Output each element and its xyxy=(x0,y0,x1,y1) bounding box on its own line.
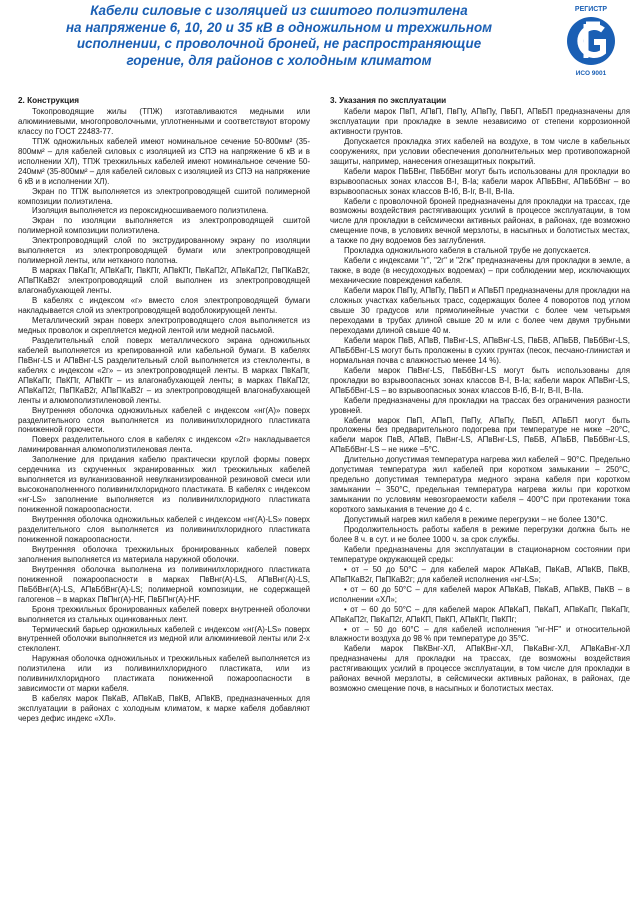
paragraph: Кабели марок ПвП, АПвП, ПвПу, АПвПу, ПвБП, АПвБП могут быть проложены без предварительного подогрева при температуре не ниже –20°С, кабели марок ПвВ, АПвВ, ПвВнг-LS, АПвВнг-LS, ПвБВ, АПвБВ, ПвБбВнг-LS, АПвБбВнг-LS – не ниже –5°С. xyxy=(330,415,630,455)
paragraph: Экран по ТПЖ выполняется из электропроводящей сшитой полимерной композиции полиэтилена. xyxy=(18,186,310,206)
paragraph: Допустимый нагрев жил кабеля в режиме перегрузки – не более 130°С. xyxy=(344,515,608,525)
paragraph: Электропроводящий слой по экструдированному экрану по изоляции выполняется из электропроводящей бумаги или электропроводящей полимерной ленты, или нетканого полотна. xyxy=(18,236,310,266)
paragraph: Разделительный слой поверх металлического экрана одножильных кабелей выполняется из крепированной или кабельной бумаги. В кабелях ПвВнг-LS и АПвВнг-LS разделительный слой выполняется из стеклоленты, в кабелях с индексом «2г» – из электропроводящей ленты. В марках ПвКаПг, АПвКаПг, ПвКПг, АПвКПг – из влагонабухающей ленты; в марках ПвКаП2г, АПвКаП2г, ПвПКаВ2г, АПвПКаВ2г – из электропроводящей влагонабухающей ленты и алюмополиэтиленовой ленты. xyxy=(18,335,310,405)
paragraph: В кабелях марок ПвКаВ, АПвКаВ, ПвКВ, АПвКВ, предназначенных для эксплуатации в районах с холодным климатом, к марке кабеля добавляют через дефис индекс «ХЛ». xyxy=(18,694,310,724)
paragraph: Наружная оболочка одножильных и трехжильных кабелей выполняется из полиэтилена или из поливинилхлоридного пластиката, или из поливинилхлоридного пластиката пониженной пожароопасности в зависимости от марки кабеля. xyxy=(18,654,310,694)
paragraph: Допускается прокладка этих кабелей на воздухе, в том числе в кабельных сооружениях, при условии обеспечения дополнительных мер противопожарной защиты, например, нанесения огнезащитных покрытий. xyxy=(330,136,630,166)
document-title xyxy=(8,3,550,69)
paragraph: Кабели марок ПвВ, АПвВ, ПвВнг-LS, АПвВнг-LS, ПвБВ, АПвБВ, ПвБбВнг-LS, АПвБбВнг-LS могут быть проложены в сухих грунтах (песок, песчано-глинистая и нормальная почва с влажностью менее 14 %). xyxy=(330,335,630,365)
paragraph: Кабели предназначены для эксплуатации в стационарном состоянии при температуре окружающей среды: xyxy=(330,544,630,564)
paragraph: Поверх разделительного слоя в кабелях с индексом «2г» накладывается ламинированная алюмополиэтиленовая лента. xyxy=(18,435,310,455)
paragraph: • от – 60 до 50°С – для кабелей марок АПвКаВ, ПвКаВ, АПвКВ, ПвКВ – в исполнении «ХЛ»; xyxy=(330,584,630,604)
construction-section xyxy=(18,96,310,724)
paragraph: Внутренняя оболочка выполнена из поливинилхлоридного пластиката пониженной пожароопасности в марках ПвВнг(А)-LS, АПвВнг(А)-LS, ПвБбВнг(А)-LS, АПвБбВнг(А)-LS; полимерной композиции, не содержащей галогенов – в марках ПвПнг(А)-HF, ПвБПнг(А)-HF. xyxy=(18,564,310,604)
paragraph: Термический барьер одножильных кабелей с индексом «нг(А)-LS» поверх внутренней оболочки выполняется из медной или алюминиевой ленты или 2-х стеклолент. xyxy=(18,624,310,654)
page-header xyxy=(0,0,640,88)
paragraph: Кабели марок ПвВнг-LS, ПвБбВнг-LS могут быть использованы для прокладки во взрывоопасных зонах классов В-I, В-Iа; кабели марок АПвВнг-LS, АПвБбВнг-LS – во взрывоопасных зонах классов В-Iб, В-Iг, В-II, В-IIа. xyxy=(330,365,630,395)
paragraph: Продолжительность работы кабеля в режиме перегрузки должна быть не более 8 ч. в сут. и не более 1000 ч. за срок службы. xyxy=(330,524,630,544)
logo-top-text: РЕГИСТР xyxy=(574,6,608,13)
paragraph: Кабели с проволочной броней предназначены для прокладки на трассах, где возможны воздействия растягивающих усилий в процессе эксплуатации, в том числе для прокладки в сейсмически активных районах, в районах, где возможно смещение почв, в условиях вечной мерзлоты, в насыпных и болотистых местах, а также по дну водоемов без заглубления. xyxy=(330,196,630,246)
paragraph: • от – 50 до 60°С – для кабелей исполнения "нг-HF" и относительной влажности воздуха до 98 % при температуре до 35°С. xyxy=(330,624,630,644)
paragraph: Внутренняя оболочка одножильных кабелей с индексом «нг(А)-LS» поверх разделительного слоя выполняется из поливинилхлоридного пластиката пониженной пожароопасности. xyxy=(18,515,310,544)
paragraph: Экран по изоляции выполняется из электропроводящей сшитой полимерной композиции полиэтилена. xyxy=(18,216,310,236)
paragraph: В марках ПвКаПг, АПвКаПг, ПвКПг, АПвКПг, ПвКаП2г, АПвКаП2г, ПвПКаВ2г, АПвПКаВ2г электропроводящий слой выполнен из электропроводящей влагонабухающей ленты. xyxy=(18,266,310,296)
paragraph: Токопроводящие жилы (ТПЖ) изготавливаются медными или алюминиевыми, многопроволочными, уплотненными и соответствуют второму классу по ГОСТ 22483-77. xyxy=(18,106,310,136)
paragraph: Внутренняя оболочка трехжильных бронированных кабелей поверх заполнения выполняется из материала наружной оболочки. xyxy=(18,544,310,564)
paragraph: Металлический экран поверх электропроводящего слоя выполняется из медных проволок и скрепляется медной лентой или медной пасьмой. xyxy=(18,315,310,335)
paragraph: В кабелях с индексом «г» вместо слоя электропроводящей бумаги накладывается слой из электропроводящей водоблокирующей ленты. xyxy=(18,296,310,316)
paragraph: Кабели марок ПвПу, АПвПу, ПвБП и АПвБП предназначены для прокладки на сложных участках кабельных трасс, содержащих более 4 поворотов под углом свыше 30 градусов или прямолинейные участки с более чем четырьмя переходами в трубах длиной свыше 20 м или с более чем двумя трубными переходами длиной свыше 40 м. xyxy=(330,286,630,335)
paragraph: Броня трехжильных бронированных кабелей поверх внутренней оболочки выполняется из стальных оцинкованных лент. xyxy=(18,604,310,624)
operation-section xyxy=(330,96,630,694)
paragraph: Кабели марок ПвКВнг-ХЛ, АПвКВнг-ХЛ, ПвКаВнг-ХЛ, АПвКаВнг-ХЛ предназначены для прокладки на трассах, где возможны воздействия растягивающих усилий в процессе эксплуатации, в том числе для прокладки в районах вечной мерзлоты, в сейсмически активных районах, в районах, где возможно смещение почв, в насыпных и болотистых местах. xyxy=(330,644,630,694)
logo-bottom-text: ИСО 9001 xyxy=(575,70,607,77)
paragraph: Кабели марок ПвБВнг, ПвБбВнг могут быть использованы для прокладки во взрывоопасных зонах классов В-I, В-Iа; кабели марок АПвБВнг, АПвБбВнг – во взрывоопасных зонах классов В-Iб, В-Iг, В-II, В-IIа. xyxy=(330,166,630,196)
paragraph: Заполнение для придания кабелю практически круглой формы поверх сердечника из скрученных экранированных жил трехжильных кабелей выполняется из вулканизованной невулканизированной резиновой смеси или высоконаполненного поливинилхлоридного пластиката. В кабелях с индексом «нг-LS» заполнение выполняется из поливинилхлоридного пластиката пониженной пожароопасности. xyxy=(18,455,310,515)
section-title: 3. Указания по эксплуатации xyxy=(330,96,447,105)
gost-r-certification-mark-icon xyxy=(556,2,626,78)
section-title: 2. Конструкция xyxy=(18,96,79,105)
paragraph: • от – 50 до 50°С – для кабелей марок АПвКаВ, ПвКаВ, АПвКВ, ПвКВ, АПвПКаВ2г, ПвПКаВ2г; для кабелей исполнения «нг-LS»; xyxy=(330,564,630,584)
paragraph: Кабели с индексами "г", "2г" и "2гж" предназначены для прокладки в земле, а также, в воде (в несудоходных водоемах) – при соблюдении мер, исключающих механические повреждения кабеля. xyxy=(330,256,630,286)
paragraph: ТПЖ одножильных кабелей имеют номинальное сечение 50-800мм² (35-800мм² – для кабелей силовых с изоляцией из СПЭ на напряжение 6 кВ и в исполнении ХЛ), ТПЖ трехжильных кабелей имеют номинальное сечение 50-240мм² (35-800мм² – для кабелей силовых с изоляцией из СПЭ на напряжение 6 кВ и в исполнении ХЛ). xyxy=(18,136,310,186)
paragraph: Длительно допустимая температура нагрева жил кабелей – 90°С. Предельно допустимая температура жил кабелей при коротком замыкании – 250°С, предельно допустимая температура медного экрана кабеля при коротком замыкании – 350°С, предельная температура нагрева жилы при коротком замыкании по условиям невозгораемости кабеля – 400°С при протекании тока короткого замыкания в течение до 4 с. xyxy=(330,455,630,515)
paragraph: Прокладка одножильного кабеля в стальной трубе не допускается. xyxy=(344,246,591,256)
title-line: на напряжение 6, 10, 20 и 35 кВ в одножильном и трехжильном xyxy=(65,19,493,35)
title-line: горение, для районов с холодным климатом xyxy=(126,52,432,68)
paragraph: Кабели предназначены для прокладки на трассах без ограничения разности уровней. xyxy=(330,395,630,415)
paragraph: • от – 60 до 50°С – для кабелей марок АПвКаП, ПвКаП, АПвКаПг, ПвКаПг, АПвКаП2г, ПвКаП2г, АПвКП, ПвКП, АПвКПг, ПвКПг; xyxy=(330,604,630,624)
paragraph: Внутренняя оболочка одножильных кабелей с индексом «нг(А)» поверх разделительного слоя выполняется из поливинилхлоридного пластиката пониженной горючести. xyxy=(18,405,310,435)
paragraph: Изоляция выполняется из пероксидносшиваемого полиэтилена. xyxy=(32,206,269,216)
paragraph: Кабели марок ПвП, АПвП, ПвПу, АПвПу, ПвБП, АПвБП предназначены для эксплуатации при прокладке в земле независимо от степени коррозионной активности грунтов. xyxy=(330,106,630,136)
title-line: исполнении, с проволочной броней, не распространяющие xyxy=(76,36,482,51)
title-line: Кабели силовые с изоляцией из сшитого полиэтилена xyxy=(90,3,468,18)
